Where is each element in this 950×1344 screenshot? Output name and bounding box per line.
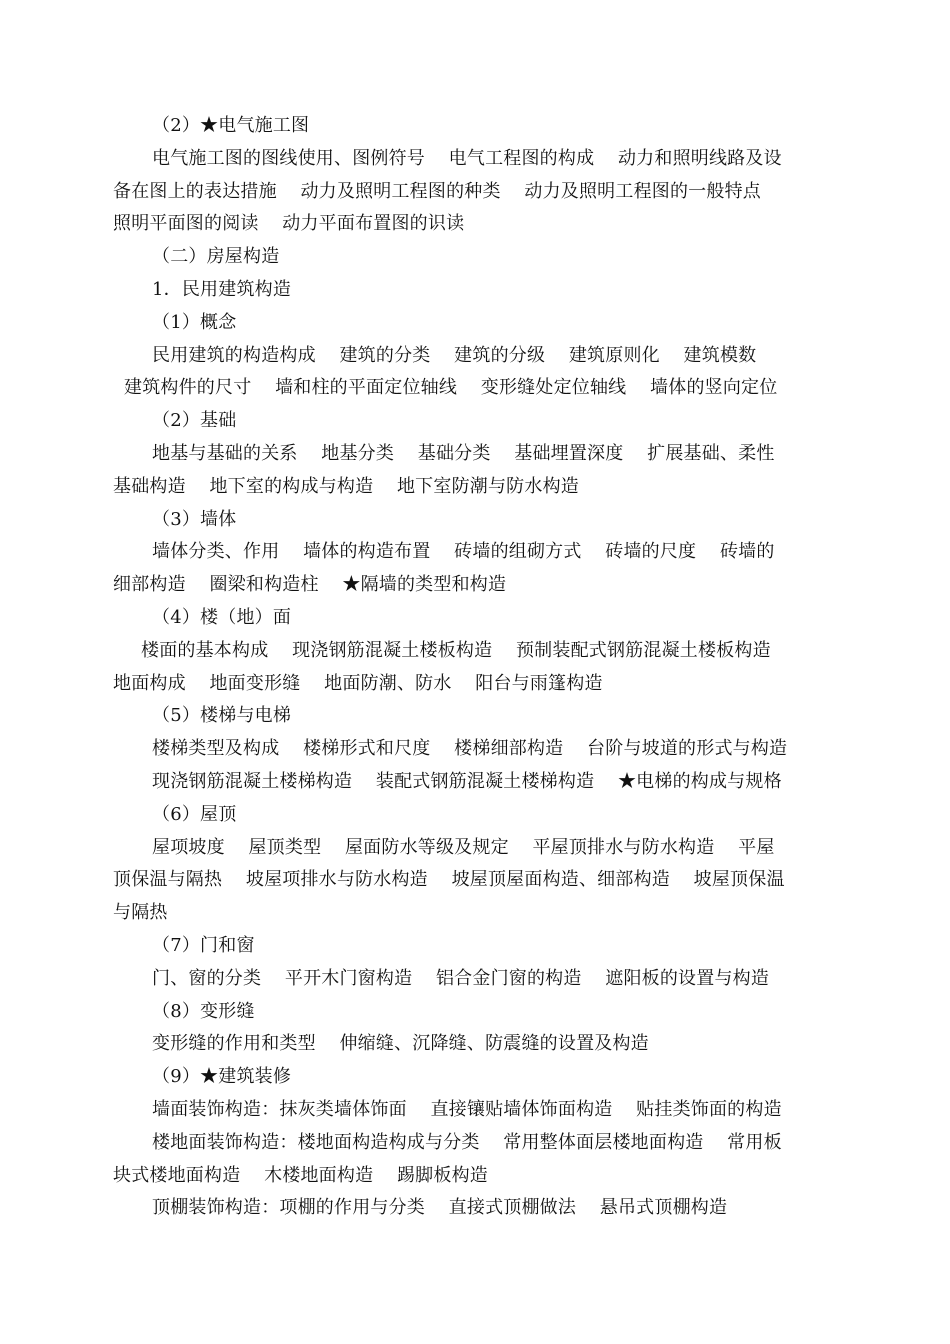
body-line: 地面构成 地面变形缝 地面防潮、防水 阳台与雨篷构造 xyxy=(113,673,603,694)
heading-foundation: （2）基础 xyxy=(152,410,237,431)
heading-deformation-joint: （8）变形缝 xyxy=(152,1001,255,1022)
heading-wall: （3）墙体 xyxy=(152,509,237,530)
body-line: 电气施工图的图线使用、图例符号 电气工程图的构成 动力和照明线路及设 xyxy=(152,148,782,169)
body-line: 墙面装饰构造：抹灰类墙体饰面 直接镶贴墙体饰面构造 贴挂类饰面的构造 xyxy=(152,1099,782,1120)
heading-civil-building: 1．民用建筑构造 xyxy=(152,279,292,300)
body-line: 楼地面装饰构造：楼地面构造构成与分类 常用整体面层楼地面构造 常用板 xyxy=(152,1132,782,1153)
body-line: 楼梯类型及构成 楼梯形式和尺度 楼梯细部构造 台阶与坡道的形式与构造 xyxy=(152,738,788,759)
heading-decoration: （9）★建筑装修 xyxy=(152,1066,292,1087)
body-line: 备在图上的表达措施 动力及照明工程图的种类 动力及照明工程图的一般特点 xyxy=(113,181,761,202)
body-line: 墙体分类、作用 墙体的构造布置 砖墙的组砌方式 砖墙的尺度 砖墙的 xyxy=(152,541,775,562)
body-line: 变形缝的作用和类型 伸缩缝、沉降缝、防震缝的设置及构造 xyxy=(152,1033,649,1054)
body-line: 顶保温与隔热 坡屋项排水与防水构造 坡屋顶屋面构造、细部构造 坡屋顶保温 xyxy=(113,869,785,890)
body-line: 地基与基础的关系 地基分类 基础分类 基础埋置深度 扩展基础、柔性 xyxy=(152,443,775,464)
body-line: 基础构造 地下室的构成与构造 地下室防潮与防水构造 xyxy=(113,476,579,497)
heading-doors-windows: （7）门和窗 xyxy=(152,935,255,956)
body-line: 顶棚装饰构造：项棚的作用与分类 直接式顶棚做法 悬吊式顶棚构造 xyxy=(152,1197,728,1218)
heading-stairs-elevator: （5）楼梯与电梯 xyxy=(152,705,292,726)
body-line: 民用建筑的构造构成 建筑的分类 建筑的分级 建筑原则化 建筑模数 xyxy=(152,345,757,366)
heading-floor: （4）楼（地）面 xyxy=(152,607,292,628)
body-line: 现浇钢筋混凝土楼梯构造 装配式钢筋混凝土楼梯构造 ★电梯的构成与规格 xyxy=(152,771,782,792)
body-line: 楼面的基本构成 现浇钢筋混凝土楼板构造 预制装配式钢筋混凝土楼板构造 xyxy=(141,640,771,661)
body-line: 细部构造 圈梁和构造柱 ★隔墙的类型和构造 xyxy=(113,574,507,595)
body-line: 块式楼地面构造 木楼地面构造 踢脚板构造 xyxy=(113,1165,488,1186)
body-line: 照明平面图的阅读 动力平面布置图的识读 xyxy=(113,213,465,234)
heading-concept: （1）概念 xyxy=(152,312,237,333)
heading-electrical-drawing: （2）★电气施工图 xyxy=(152,115,310,136)
body-line: 与隔热 xyxy=(113,902,168,923)
heading-roof: （6）屋顶 xyxy=(152,804,237,825)
body-line: 建筑构件的尺寸 墙和柱的平面定位轴线 变形缝处定位轴线 墙体的竖向定位 xyxy=(124,377,778,398)
heading-house-construction: （二）房屋构造 xyxy=(152,246,280,267)
body-line: 门、窗的分类 平开木门窗构造 铝合金门窗的构造 遮阳板的设置与构造 xyxy=(152,968,770,989)
body-line: 屋项坡度 屋顶类型 屋面防水等级及规定 平屋顶排水与防水构造 平屋 xyxy=(152,837,775,858)
